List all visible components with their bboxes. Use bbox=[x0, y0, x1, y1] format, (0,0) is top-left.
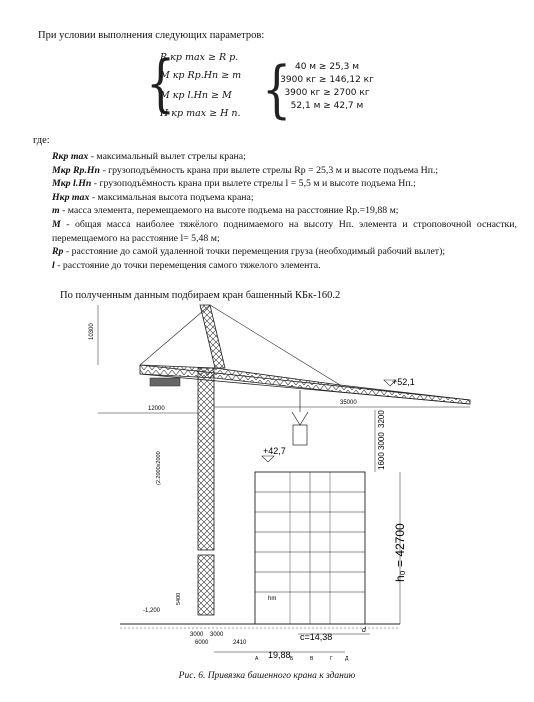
value-line: 40 м ≥ 25,3 м bbox=[294, 62, 360, 72]
dim-1200: -1,200 bbox=[143, 608, 161, 614]
right-brace: { bbox=[262, 52, 292, 126]
definition-symbol: m bbox=[52, 205, 60, 217]
definition-item bbox=[52, 164, 517, 178]
hook-slings bbox=[292, 412, 308, 425]
values-block bbox=[272, 62, 392, 122]
mast-section: (2.2000х2000 bbox=[156, 451, 162, 485]
axis-v: В bbox=[310, 656, 314, 662]
condition-line: H кр max ≥ H п. bbox=[160, 108, 241, 119]
conclusion-text: По полученным данным подбираем кран башенный КБк-160.2 bbox=[60, 290, 341, 301]
definition-text: - грузоподъёмность крана при вылете стрелы Rр = 25,3 м и высоте подъема Hп.; bbox=[102, 164, 439, 176]
definition-symbol: Rр bbox=[52, 246, 64, 258]
axis-d: Д bbox=[345, 656, 349, 662]
definition-symbol: Mкр Rр.Hп bbox=[52, 164, 100, 176]
definition-item bbox=[52, 150, 517, 164]
axis-g: Г bbox=[330, 656, 333, 662]
crane-mast-lower bbox=[198, 555, 214, 615]
definition-item bbox=[52, 204, 517, 218]
definition-symbol: Hкр max bbox=[52, 191, 90, 203]
value-line: 52,1 м ≥ 42,7 м bbox=[290, 101, 364, 111]
dim-1988: 19,88 bbox=[268, 650, 291, 660]
counterweight bbox=[150, 378, 180, 386]
left-brace: { bbox=[146, 46, 176, 120]
dim-1600: 1600 bbox=[377, 452, 386, 470]
definition-text: - общая масса наиболее тяжёлого поднимаемого на высоту Hп. элемента и строповочной оснастки, перемещаемого на расстояние l= 5,48 м; bbox=[52, 218, 517, 244]
axis-a: А bbox=[255, 656, 259, 662]
dim-6000: 6000 bbox=[195, 640, 209, 646]
conditions-block bbox=[160, 52, 270, 127]
dim-2410: 2410 bbox=[233, 640, 247, 646]
crane-jib bbox=[140, 365, 470, 404]
condition-line: M кр l.Hп ≥ M bbox=[160, 90, 232, 101]
definition-item bbox=[52, 259, 517, 273]
definition-symbol: Rкр max bbox=[52, 151, 89, 162]
definition-symbol: l bbox=[52, 259, 55, 271]
definition-item bbox=[52, 218, 517, 245]
dim-3200: 3200 bbox=[377, 410, 386, 428]
dim-3000-left: 3000 bbox=[190, 632, 204, 638]
where-label: где: bbox=[33, 135, 50, 146]
definition-item bbox=[52, 177, 517, 191]
definition-text: - максимальный вылет стрелы крана; bbox=[90, 151, 246, 162]
definition-text: - масса элемента, перемещаемого на высоте подъема на расстояние Rр.=19,88 м; bbox=[62, 205, 399, 217]
dim-mast-height: 10300 bbox=[89, 323, 95, 340]
definition-symbol: M bbox=[52, 218, 61, 230]
value-line: 3900 кг ≥ 2700 кг bbox=[284, 88, 370, 98]
crane-drawing bbox=[0, 300, 534, 670]
condition-line: M кр Rр.Hп ≥ m bbox=[160, 70, 242, 81]
definition-item bbox=[52, 191, 517, 205]
dim-3000-right: 3000 bbox=[210, 632, 224, 638]
level-top: +52,1 bbox=[392, 377, 415, 387]
dim-5400: 5400 bbox=[176, 592, 182, 605]
dim-1438: c=14,38 bbox=[300, 632, 333, 642]
figure-caption: Рис. 6. Привязка башенного крана к зданию bbox=[178, 671, 356, 681]
definition-text: - расстояние до точки перемещения самого тяжелого элемента. bbox=[57, 259, 321, 271]
value-line: 3900 кг ≥ 146,12 кг bbox=[280, 75, 374, 85]
marker-d: d bbox=[362, 627, 366, 634]
dim-boom: 35000 bbox=[340, 400, 357, 406]
hm-label: hm bbox=[268, 596, 277, 602]
definitions-list bbox=[52, 150, 517, 272]
axis-b: Б bbox=[290, 656, 294, 662]
hook-load bbox=[293, 425, 307, 445]
definition-text: - расстояние до самой удаленной точки перемещения груза (необходимый рабочий вылет); bbox=[65, 246, 446, 258]
definition-item bbox=[52, 245, 517, 259]
crane-mast-upper bbox=[198, 368, 214, 550]
height-label: h₀ = 42700 bbox=[393, 523, 407, 582]
dim-counter-jib: 12000 bbox=[148, 406, 165, 412]
definition-text: - максимальная высота подъема крана; bbox=[91, 191, 254, 203]
definition-symbol: Mкр l.Hп bbox=[52, 178, 92, 190]
intro-text: При условии выполнения следующих параметров: bbox=[38, 30, 265, 41]
level-building: +42,7 bbox=[263, 446, 286, 456]
condition-line: R кр max ≥ R р. bbox=[160, 52, 239, 63]
definition-text: - грузоподъёмность крана при вылете стрелы l = 5,5 м и высоте подъема Hп.; bbox=[93, 178, 416, 190]
dim-3000: 3000 bbox=[377, 432, 386, 450]
